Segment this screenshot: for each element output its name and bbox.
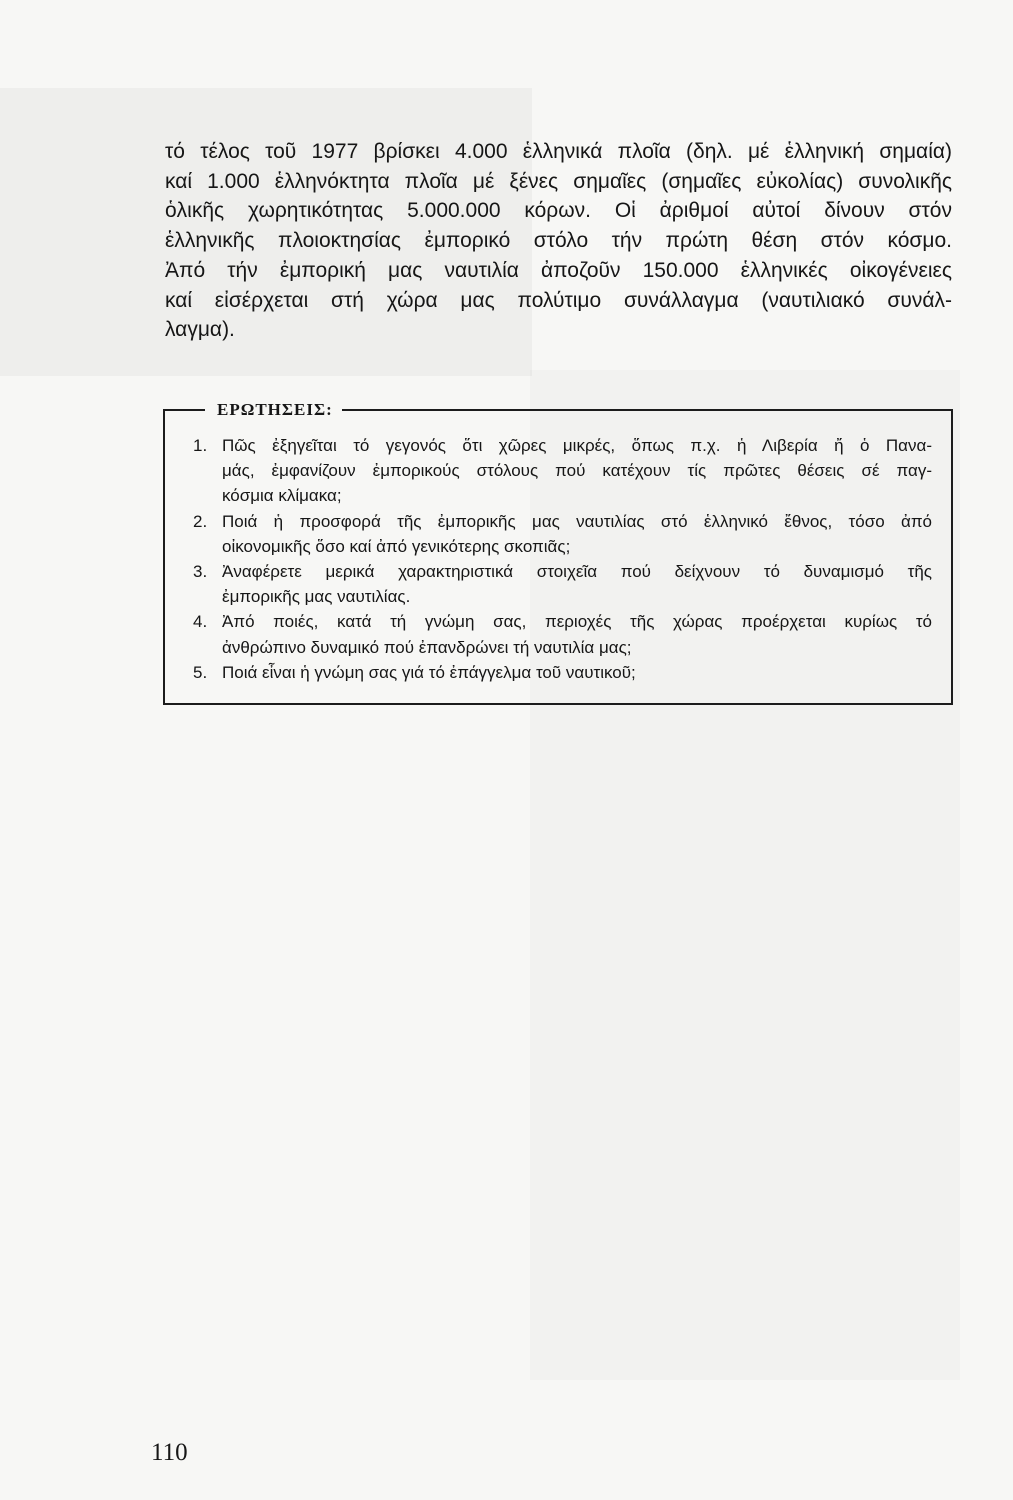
paragraph-line: λαγμα).	[165, 318, 235, 342]
question-item	[193, 559, 932, 609]
question-line: Ἀναφέρετε μερικά χαρακτηριστικά στοιχεῖα πού δείχνουν τό δυναμισμό τῆς	[222, 562, 932, 582]
question-line: Πῶς ἐξηγεῖται τό γεγονός ὅτι χῶρες μικρές, ὅπως π.χ. ἡ Λιβερία ἤ ὁ Πανα-	[222, 436, 932, 455]
question-number: 1.	[193, 436, 208, 455]
question-text	[222, 509, 932, 559]
question-text	[222, 660, 932, 685]
question-number: 5.	[193, 662, 208, 682]
question-number: 2.	[193, 511, 208, 531]
question-text	[222, 609, 932, 659]
page-number: 110	[151, 1439, 188, 1466]
paragraph-line: ὁλικῆς χωρητικότητας 5.000.000 κόρων. Οἱ ἀριθμοί αὐτοί δίνουν στόν	[165, 199, 952, 223]
paragraph-line: ἑλληνικῆς πλοιοκτησίας ἐμπορικό στόλο τήν πρώτη θέση στόν κόσμο.	[165, 229, 952, 253]
question-line: ἐμπορικῆς μας ναυτιλίας.	[222, 587, 411, 607]
paragraph-line: Ἀπό τήν ἐμπορική μας ναυτιλία ἀποζοῦν 150.000 ἑλληνικές οἰκογένειες	[165, 258, 952, 282]
paragraph-line: καί 1.000 ἑλληνόκτητα πλοῖα μέ ξένες σημαῖες (σημαῖες εὐκολίας) συνολικῆς	[165, 169, 952, 193]
question-text	[222, 559, 932, 609]
body-paragraph	[165, 137, 952, 345]
questions-heading: ΕΡΩΤΗΣΕΙΣ:	[205, 399, 342, 421]
question-line: Ποιά εἶναι ἡ γνώμη σας γιά τό ἐπάγγελμα τοῦ ναυτικοῦ;	[222, 662, 636, 682]
questions-box	[163, 400, 953, 705]
question-item	[193, 433, 932, 509]
question-item	[193, 609, 932, 659]
paragraph-line: καί εἰσέρχεται στή χώρα μας πολύτιμο συνάλλαγμα (ναυτιλιακό συνάλ-	[165, 288, 952, 312]
questions-list	[193, 433, 932, 685]
question-item	[193, 509, 932, 559]
paragraph-line: τό τέλος τοῦ 1977 βρίσκει 4.000 ἑλληνικά πλοῖα (δηλ. μέ ἑλληνική σημαία)	[165, 140, 952, 163]
question-number: 3.	[193, 562, 208, 582]
question-line: κόσμια κλίμακα;	[222, 486, 342, 506]
question-line: Ἀπό ποιές, κατά τή γνώμη σας, περιοχές τῆς χώρας προέρχεται κυρίως τό	[222, 612, 932, 632]
question-line: οἰκονομικῆς ὅσο καί ἀπό γενικότερης σκοπιᾶς;	[222, 536, 571, 556]
question-text	[222, 433, 932, 509]
question-line: μάς, ἐμφανίζουν ἐμπορικούς στόλους πού κατέχουν τίς πρῶτες θέσεις σέ παγ-	[222, 461, 932, 481]
question-item	[193, 660, 932, 685]
question-line: ἀνθρώπινο δυναμικό πού ἐπανδρώνει τή ναυτιλία μας;	[222, 637, 632, 657]
question-number: 4.	[193, 612, 208, 632]
question-line: Ποιά ἡ προσφορά τῆς ἐμπορικῆς μας ναυτιλίας στό ἑλληνικό ἔθνος, τόσο ἀπό	[222, 511, 932, 531]
